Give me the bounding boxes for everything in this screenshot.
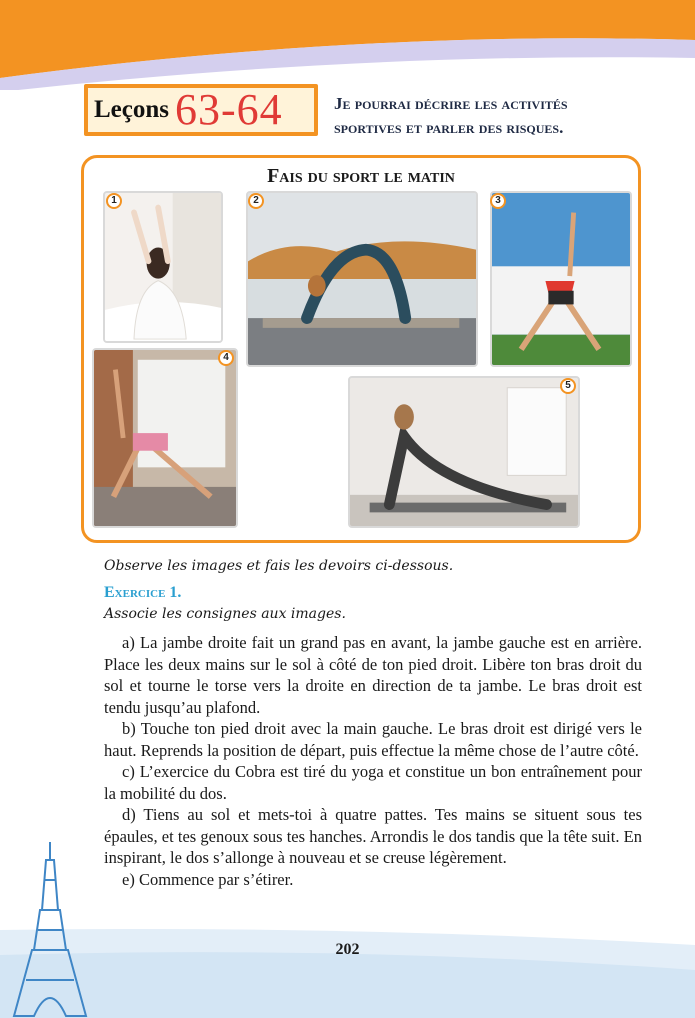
page-number: 202 — [335, 941, 360, 958]
photo-badge-5: 5 — [560, 378, 576, 394]
lesson-label — [84, 84, 318, 136]
exercise-item-e: e) Commence par s’étirer. — [122, 869, 294, 889]
photo-badge-3: 3 — [490, 193, 506, 209]
photo-5 — [348, 376, 580, 528]
exercise-item-d: d) Tiens au sol et mets-toi à quatre pattes. Tes mains se situent sous tes épaules, et tes genoux sous tes hanches. Arrondis le dos tandis que la tête suit. En inspirant, le dos s’allonge à nouveau et se creuse légèrement. — [104, 805, 642, 867]
photo-3 — [490, 191, 632, 367]
image-panel — [81, 155, 641, 543]
panel-title: Fais du sport le matin — [267, 165, 455, 187]
photo-badge-4: 4 — [218, 350, 234, 366]
lesson-word: Leçons — [94, 96, 169, 123]
lesson-number: 63-64 — [175, 85, 283, 134]
photo-badge-2: 2 — [248, 193, 264, 209]
photo-2 — [246, 191, 478, 367]
footer-band — [0, 900, 695, 1018]
exercise-item-a: a) La jambe droite fait un grand pas en avant, la jambe gauche est en arrière. Place les deux mains sur le sol à côté de ton pied droit. Libère ton bras droit du sol et tourne le torse vers la droite en direction de ta jambe. Le bras droit est tendu jusqu’au plafond. — [104, 633, 642, 717]
instruction-text: Observe les images et fais les devoirs ci-dessous. — [104, 558, 454, 574]
exercise-item-b: b) Touche ton pied droit avec la main gauche. Le bras droit est dirigé vers le haut. Reprends la position de départ, puis effectue la même chose de l’autre côté. — [104, 719, 642, 760]
exercise-title: Exercice 1. — [104, 584, 182, 601]
exercise-items — [104, 632, 642, 890]
eiffel-tower-icon — [10, 840, 90, 1018]
photo-badge-1: 1 — [106, 193, 122, 209]
exercise-subtitle: Associe les consignes aux images. — [104, 606, 346, 622]
photo-4 — [92, 348, 238, 528]
header-band — [0, 0, 695, 90]
exercise-item-c: c) L’exercice du Cobra est tiré du yoga et constitue un bon entraînement pour la mobilité du dos. — [104, 762, 642, 803]
photo-1 — [103, 191, 223, 343]
lesson-objective: Je pourrai décrire les activités sportives et parler des risques. — [334, 94, 568, 137]
